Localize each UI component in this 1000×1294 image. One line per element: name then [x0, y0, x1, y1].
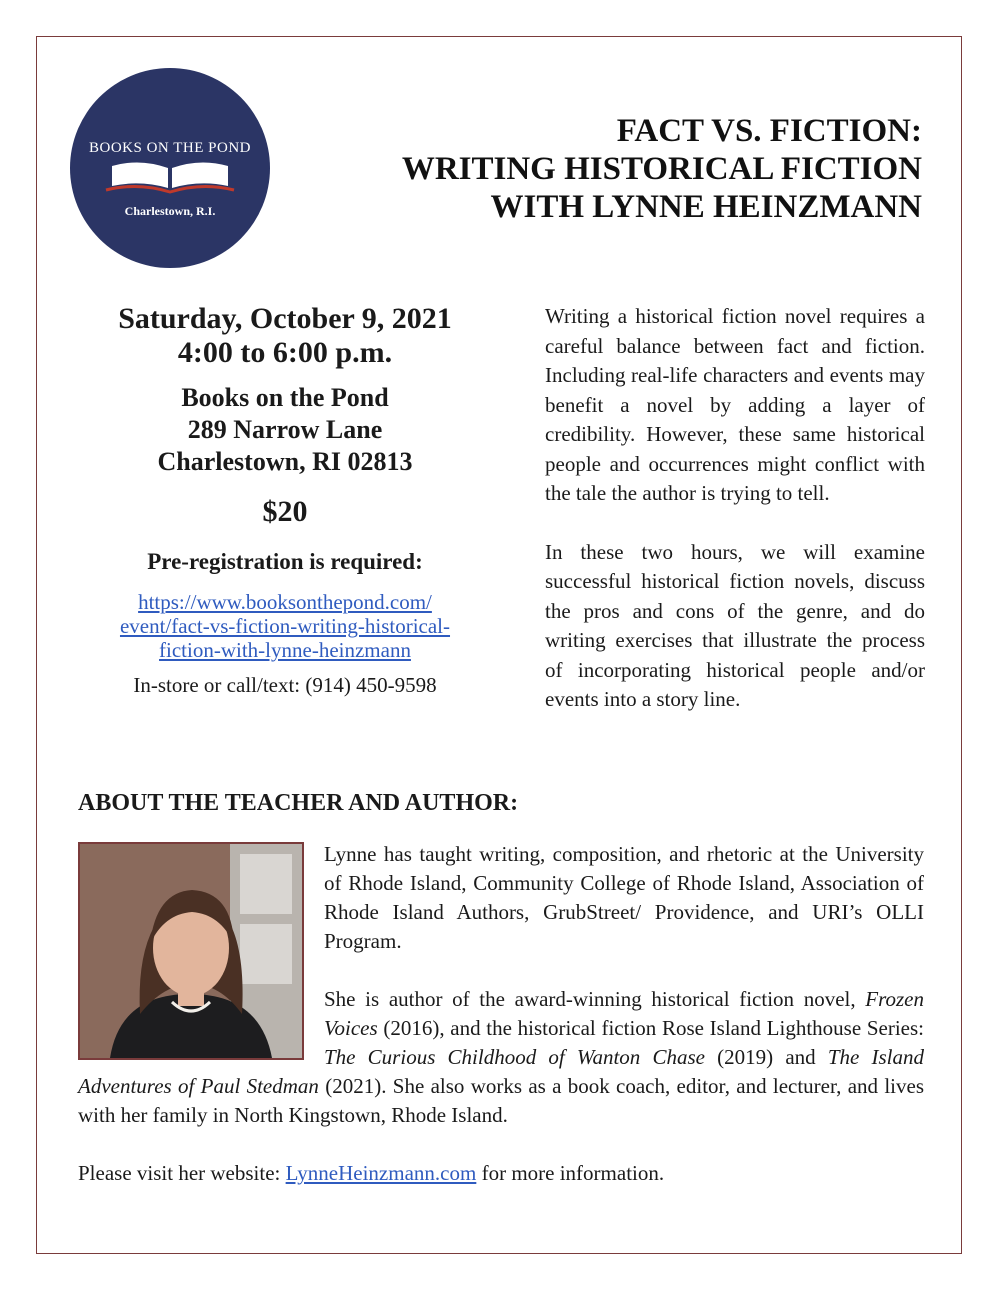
visit-prefix: Please visit her website:: [78, 1161, 286, 1185]
event-price: $20: [262, 495, 308, 528]
event-details: [70, 302, 500, 698]
book-title-wanton-chase: The Curious Childhood of Wanton Chase: [324, 1045, 705, 1069]
event-time: 4:00 to 6:00 p.m.: [177, 336, 393, 369]
event-title: [402, 112, 922, 226]
preregistration-label: Pre-registration is required:: [147, 549, 423, 574]
bio-text-2: (2016), and the historical fiction Rose Island Lighthouse Series:: [377, 1016, 924, 1040]
venue-address: 289 Narrow Lane: [187, 415, 383, 444]
author-bio: [78, 840, 924, 1188]
title-line-3: WITH LYNNE HEINZMANN: [490, 189, 922, 225]
visit-suffix: for more information.: [476, 1161, 665, 1185]
venue-block: [70, 382, 500, 478]
logo-top-text: BOOKS ON THE POND: [89, 140, 251, 156]
title-line-1: FACT VS. FICTION:: [616, 113, 922, 149]
bio-text-4: (2021). She also works as a book coach, editor, and lecturer, and lives with her family in North Kingstown, Rhode Island.: [78, 1074, 924, 1127]
contact-phone: In-store or call/text: (914) 450-9598: [133, 673, 437, 697]
open-book-icon: [104, 160, 236, 194]
venue-name: Books on the Pond: [181, 383, 389, 412]
registration-link-line-1[interactable]: https://www.booksonthepond.com/: [138, 590, 432, 614]
description-paragraph-1: Writing a historical fiction novel requires a careful balance between fact and fiction. Including real-life characters and events may benefit a novel by adding a layer of credibility. However, these same historical people and occurrences might conflict with the tale the author is trying to tell.: [545, 304, 925, 505]
logo-bottom-text: Charlestown, R.I.: [124, 204, 216, 218]
photo-spacer: [78, 840, 324, 1070]
event-date: Saturday, October 9, 2021: [118, 302, 452, 335]
website-link[interactable]: LynneHeinzmann.com: [285, 1161, 477, 1185]
book-title-frozen-voices: Frozen Voices: [324, 987, 924, 1040]
title-line-2: WRITING HISTORICAL FICTION: [401, 151, 922, 187]
venue-city: Charlestown, RI 02813: [157, 447, 413, 476]
event-description: [545, 302, 925, 715]
registration-link[interactable]: [70, 590, 500, 662]
bio-text-1: She is author of the award-winning historical fiction novel,: [324, 987, 866, 1011]
bio-paragraph-1: Lynne has taught writing, composition, and rhetoric at the University of Rhode Island, Community College of Rhode Island, Association of Rhode Island Authors, GrubStreet/ Providence, and URI’s OLLI Program.: [324, 842, 924, 953]
registration-link-line-3[interactable]: fiction-with-lynne-heinzmann: [159, 638, 411, 662]
registration-link-line-2[interactable]: event/fact-vs-fiction-writing-historical-: [119, 614, 451, 638]
website-line: [78, 1159, 924, 1188]
book-title-paul-stedman: The Island Adventures of Paul Stedman: [78, 1045, 925, 1098]
description-paragraph-2: In these two hours, we will examine successful historical fiction novels, discuss the pros and cons of the genre, and do writing exercises that illustrate the process of incorporating historical people and/or events into a story line.: [545, 539, 925, 711]
about-heading: ABOUT THE TEACHER AND AUTHOR:: [78, 790, 519, 816]
books-on-the-pond-logo: [70, 68, 270, 268]
bio-text-3: (2019) and: [704, 1045, 828, 1069]
